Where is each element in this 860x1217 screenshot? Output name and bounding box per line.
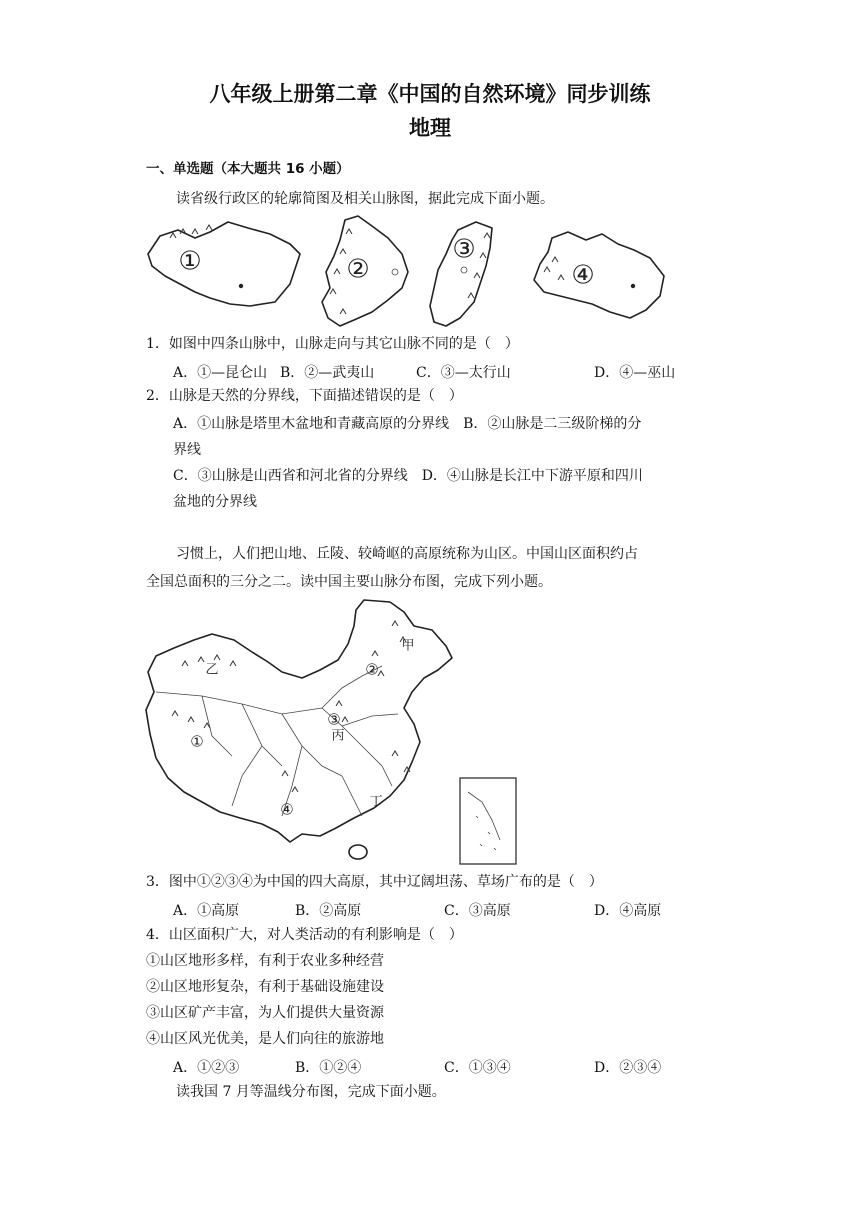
- map2-label-bing: 丙: [331, 728, 345, 744]
- map2-label-plateau-4: ④: [280, 800, 294, 819]
- map2-label-plateau-3: ③: [327, 710, 341, 729]
- map2-label-jia: 甲: [401, 638, 415, 654]
- q3-option-c[interactable]: C．③高原: [444, 903, 511, 919]
- q4-item-1: ①山区地形多样，有利于农业多种经营: [146, 953, 384, 969]
- q4-stem: 4．山区面积广大，对人类活动的有利影响是（ ）: [146, 927, 463, 943]
- group1-intro: 读省级行政区的轮廓简图及相关山脉图，据此完成下面小题。: [176, 191, 554, 207]
- map-label-3: ③: [452, 234, 476, 265]
- group2-intro-line-2: 全国总面积的三分之二。读中国主要山脉分布图，完成下列小题。: [146, 574, 552, 590]
- map-label-1: ①: [178, 246, 202, 277]
- map-label-2: ②: [346, 254, 370, 285]
- group2-intro-line-1: 习惯上，人们把山地、丘陵、较崎岖的高原统称为山区。中国山区面积约占: [176, 546, 638, 562]
- q3-option-d[interactable]: D．④高原: [594, 903, 662, 919]
- q3-option-b[interactable]: B．②高原: [295, 903, 362, 919]
- page-title: 八年级上册第二章《中国的自然环境》同步训练: [209, 82, 651, 106]
- q1-option-b[interactable]: B．②—武夷山: [280, 365, 375, 381]
- q1-stem: 1．如图中四条山脉中，山脉走向与其它山脉不同的是（ ）: [146, 336, 519, 352]
- q4-item-2: ②山区地形复杂，有利于基础设施建设: [146, 979, 384, 995]
- q1-option-d[interactable]: D．④—巫山: [594, 365, 676, 381]
- province-outline-maps: [140, 214, 680, 332]
- china-mountain-map: [142, 596, 522, 866]
- q2-stem: 2．山脉是天然的分界线，下面描述错误的是（ ）: [146, 388, 463, 404]
- section-heading: 一、单选题（本大题共 16 小题）: [146, 161, 350, 177]
- province-map-1: [148, 222, 300, 306]
- q4-item-4: ④山区风光优美，是人们向往的旅游地: [146, 1031, 384, 1047]
- q2-options-line-1[interactable]: A．①山脉是塔里木盆地和青藏高原的分界线 B．②山脉是二三级阶梯的分: [173, 416, 642, 432]
- q3-option-a[interactable]: A．①高原: [173, 903, 240, 919]
- map-label-4: ④: [571, 260, 595, 291]
- q2-options-line-2: 界线: [173, 442, 201, 458]
- q3-stem: 3．图中①②③④为中国的四大高原，其中辽阔坦荡、草场广布的是（ ）: [146, 874, 603, 890]
- map2-label-ding: 丁: [369, 794, 383, 810]
- q2-options-line-3[interactable]: C．③山脉是山西省和河北省的分界线 D．④山脉是长江中下游平原和四川: [173, 468, 643, 484]
- province-map-3: [430, 222, 492, 326]
- map2-label-plateau-2: ②: [365, 660, 379, 679]
- province-map-4: [534, 232, 664, 318]
- q4-option-d[interactable]: D．②③④: [594, 1060, 662, 1076]
- province-map-2: [322, 216, 408, 326]
- q1-option-c[interactable]: C．③—太行山: [416, 365, 511, 381]
- q4-option-a[interactable]: A．①②③: [173, 1060, 240, 1076]
- q2-options-line-4: 盆地的分界线: [173, 494, 257, 510]
- q1-option-a[interactable]: A．①—昆仑山: [173, 365, 268, 381]
- page-subtitle: 地理: [409, 116, 451, 140]
- map2-label-yi: 乙: [205, 662, 219, 678]
- q4-item-3: ③山区矿产丰富，为人们提供大量资源: [146, 1005, 384, 1021]
- q4-option-b[interactable]: B．①②④: [295, 1060, 362, 1076]
- map2-label-plateau-1: ①: [190, 732, 204, 751]
- group3-intro: 读我国 7 月等温线分布图，完成下面小题。: [176, 1084, 446, 1100]
- q4-option-c[interactable]: C．①③④: [444, 1060, 511, 1076]
